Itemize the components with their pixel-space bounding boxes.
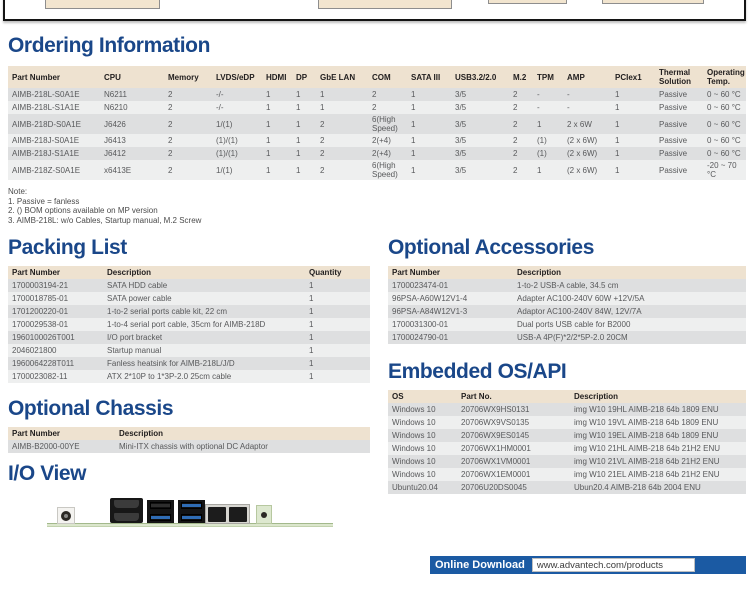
section-title-packing: Packing List: [8, 236, 127, 259]
table-cell: AIMB-218Z-S0A1E: [8, 160, 100, 180]
usb2-port: [150, 502, 171, 509]
table-row: [8, 160, 746, 180]
column-header: Part Number: [388, 266, 513, 279]
table-row: [8, 440, 370, 453]
table-row: [8, 357, 370, 370]
table-row: [388, 468, 746, 481]
table-cell: 1: [305, 357, 370, 370]
column-header: SATA III: [407, 66, 451, 88]
table-cell: 1: [533, 160, 563, 180]
table-cell: 0 ~ 60 °C: [703, 101, 746, 114]
table-cell: 96PSA-A84W12V1-3: [388, 305, 513, 318]
table-cell: 3/5: [451, 160, 509, 180]
table-cell: 1: [305, 305, 370, 318]
column-header: AMP: [563, 66, 611, 88]
column-header: Description: [103, 266, 305, 279]
table-cell: USB-A 4P(F)*2/2*5P-2.0 20CM: [513, 331, 746, 344]
table-cell: J6413: [100, 134, 164, 147]
ordering-notes: [8, 187, 201, 225]
table-cell: 1/(1): [212, 114, 262, 134]
table-cell: 1: [262, 114, 292, 134]
table-cell: 1: [316, 88, 368, 101]
table-cell: Startup manual: [103, 344, 305, 357]
table-cell: 3/5: [451, 88, 509, 101]
table-cell: Windows 10: [388, 442, 457, 455]
rj45-port: [208, 507, 226, 522]
table-cell: 2: [509, 101, 533, 114]
usb3-port: [181, 502, 202, 509]
table-cell: 3/5: [451, 114, 509, 134]
table-cell: 2: [164, 114, 212, 134]
table-cell: img W10 19VL AIMB-218 64b 1809 ENU: [570, 416, 746, 429]
table-row: [388, 455, 746, 468]
table-row: [8, 134, 746, 147]
display-port: [114, 513, 139, 521]
table-cell: 2: [316, 134, 368, 147]
table-row: [8, 114, 746, 134]
table-cell: ATX 2*10P to 1*3P-2.0 25cm cable: [103, 370, 305, 383]
column-header: Part Number: [8, 66, 100, 88]
table-cell: 20706U20DS0045: [457, 481, 570, 494]
table-row: [8, 370, 370, 383]
ethernet-port-pair: [205, 504, 250, 524]
download-url: www.advantech.com/products: [536, 559, 664, 571]
table-cell: 20706WX9ES0145: [457, 429, 570, 442]
usb3-port: [150, 514, 171, 521]
table-cell: (1): [533, 134, 563, 147]
table-cell: Windows 10: [388, 455, 457, 468]
table-cell: 3/5: [451, 147, 509, 160]
table-cell: 20706WX1EM0001: [457, 468, 570, 481]
table-cell: 1: [292, 88, 316, 101]
column-header: PCIex1: [611, 66, 655, 88]
table-cell: Fanless heatsink for AIMB-218L/J/D: [103, 357, 305, 370]
table-cell: 2: [164, 134, 212, 147]
column-header: USB3.2/2.0: [451, 66, 509, 88]
table-cell: 2: [509, 134, 533, 147]
optional-chassis-table: [8, 427, 370, 453]
table-cell: 1: [305, 279, 370, 292]
table-cell: Passive: [655, 101, 703, 114]
table-cell: Passive: [655, 147, 703, 160]
table-row: [8, 331, 370, 344]
table-cell: 1: [292, 147, 316, 160]
audio-jack-hole: [261, 512, 267, 518]
table-cell: 2046021800: [8, 344, 103, 357]
table-cell: Windows 10: [388, 429, 457, 442]
table-cell: 1700003194-21: [8, 279, 103, 292]
table-cell: -/-: [212, 88, 262, 101]
dc-jack-hole: [61, 511, 71, 521]
table-cell: 2: [368, 101, 407, 114]
table-cell: 2: [316, 114, 368, 134]
table-cell: -/-: [212, 101, 262, 114]
table-cell: Windows 10: [388, 468, 457, 481]
table-row: [8, 292, 370, 305]
table-cell: img W10 19HL AIMB-218 64b 1809 ENU: [570, 403, 746, 416]
column-header: OS: [388, 390, 457, 403]
table-cell: I/O port bracket: [103, 331, 305, 344]
table-cell: 1: [611, 160, 655, 180]
table-cell: 2: [509, 88, 533, 101]
table-cell: -20 ~ 70 °C: [703, 160, 746, 180]
column-header: COM: [368, 66, 407, 88]
table-header-row: [388, 266, 746, 279]
table-cell: AIMB-218J-S0A1E: [8, 134, 100, 147]
table-row: [8, 88, 746, 101]
table-cell: 1: [262, 134, 292, 147]
table-cell: N6211: [100, 88, 164, 101]
table-row: [388, 292, 746, 305]
table-cell: img W10 21VL AIMB-218 64b 21H2 ENU: [570, 455, 746, 468]
table-cell: Passive: [655, 114, 703, 134]
table-cell: 6(High Speed): [368, 160, 407, 180]
table-cell: 2: [164, 147, 212, 160]
display-port: [114, 500, 139, 508]
table-cell: 1: [305, 370, 370, 383]
table-row: [388, 429, 746, 442]
table-cell: 0 ~ 60 °C: [703, 88, 746, 101]
table-header-row: [8, 266, 370, 279]
note-line: 2. () BOM options available on MP version: [8, 206, 158, 215]
table-cell: 1: [305, 318, 370, 331]
usb-port-stack: [147, 500, 174, 523]
table-cell: 1: [262, 88, 292, 101]
table-cell: -: [563, 88, 611, 101]
table-cell: 1: [316, 101, 368, 114]
table-header-row: [8, 427, 370, 440]
table-cell: 1/(1): [212, 160, 262, 180]
table-row: [388, 403, 746, 416]
table-row: [388, 305, 746, 318]
table-cell: Passive: [655, 160, 703, 180]
table-cell: 1-to-4 serial port cable, 35cm for AIMB-218D: [103, 318, 305, 331]
table-cell: 1: [407, 88, 451, 101]
pcb-edge: [47, 523, 333, 527]
table-cell: J6426: [100, 114, 164, 134]
table-cell: Ubun20.4 AIMB-218 64b 2004 ENU: [570, 481, 746, 494]
table-cell: 1: [305, 344, 370, 357]
table-row: [388, 442, 746, 455]
table-cell: 1: [262, 147, 292, 160]
section-title-chassis: Optional Chassis: [8, 397, 174, 420]
embedded-os-table: [388, 390, 746, 494]
table-cell: 2(+4): [368, 147, 407, 160]
note-line: 1. Passive = fanless: [8, 196, 80, 206]
online-download-label: Online Download: [435, 559, 525, 571]
table-cell: AIMB-218L-S1A1E: [8, 101, 100, 114]
table-cell: 0 ~ 60 °C: [703, 147, 746, 160]
table-cell: AIMB-218L-S0A1E: [8, 88, 100, 101]
section-title-embedded-os: Embedded OS/API: [388, 360, 567, 383]
table-cell: 1700029538-01: [8, 318, 103, 331]
table-cell: img W10 21HL AIMB-218 64b 21H2 ENU: [570, 442, 746, 455]
table-cell: 1: [305, 292, 370, 305]
table-cell: Passive: [655, 88, 703, 101]
ordering-table: [8, 66, 746, 180]
table-cell: Mini-ITX chassis with optional DC Adaptor: [115, 440, 370, 453]
table-cell: 1: [407, 134, 451, 147]
column-header: Description: [513, 266, 746, 279]
table-cell: 3/5: [451, 101, 509, 114]
table-cell: 1700023082-11: [8, 370, 103, 383]
table-cell: 1: [611, 101, 655, 114]
table-cell: (1): [533, 147, 563, 160]
column-header: Thermal Solution: [655, 66, 703, 88]
table-cell: 1: [292, 114, 316, 134]
table-cell: img W10 19EL AIMB-218 64b 1809 ENU: [570, 429, 746, 442]
table-cell: -: [533, 88, 563, 101]
table-cell: 1-to-2 serial ports cable kit, 22 cm: [103, 305, 305, 318]
table-cell: 2 x 6W: [563, 114, 611, 134]
diagram-block: [45, 0, 160, 9]
table-cell: 1700018785-01: [8, 292, 103, 305]
table-cell: 1: [533, 114, 563, 134]
table-cell: J6412: [100, 147, 164, 160]
table-cell: 1: [407, 114, 451, 134]
table-cell: 2: [509, 147, 533, 160]
table-cell: (2 x 6W): [563, 147, 611, 160]
packing-list-table: [8, 266, 370, 383]
table-cell: 20706WX1VM0001: [457, 455, 570, 468]
diagram-block: [488, 0, 567, 4]
table-cell: 2: [316, 160, 368, 180]
table-row: [8, 344, 370, 357]
table-cell: AIMB-218J-S1A1E: [8, 147, 100, 160]
dc-power-jack: [57, 507, 75, 524]
table-cell: Passive: [655, 134, 703, 147]
table-row: [8, 101, 746, 114]
table-cell: 1: [611, 114, 655, 134]
table-cell: 1: [262, 101, 292, 114]
table-cell: N6210: [100, 101, 164, 114]
column-header: Description: [115, 427, 370, 440]
table-cell: img W10 21EL AIMB-218 64b 21H2 ENU: [570, 468, 746, 481]
column-header: GbE LAN: [316, 66, 368, 88]
table-cell: 2: [164, 88, 212, 101]
column-header: Description: [570, 390, 746, 403]
table-row: [388, 481, 746, 494]
column-header: HDMI: [262, 66, 292, 88]
usb3-port: [181, 514, 202, 521]
table-cell: Ubuntu20.04: [388, 481, 457, 494]
table-cell: 2: [164, 101, 212, 114]
io-view-image: [45, 496, 335, 532]
column-header: LVDS/eDP: [212, 66, 262, 88]
column-header: Part Number: [8, 427, 115, 440]
table-cell: 2(+4): [368, 134, 407, 147]
table-cell: (2 x 6W): [563, 134, 611, 147]
table-cell: 2: [509, 114, 533, 134]
footer-download-bar: [430, 556, 746, 574]
table-cell: 0 ~ 60 °C: [703, 114, 746, 134]
table-row: [8, 279, 370, 292]
table-cell: AIMB-218D-S0A1E: [8, 114, 100, 134]
table-cell: 1: [262, 160, 292, 180]
table-cell: 1: [611, 147, 655, 160]
table-cell: SATA power cable: [103, 292, 305, 305]
table-cell: 1: [292, 101, 316, 114]
table-cell: Windows 10: [388, 403, 457, 416]
table-cell: 2: [316, 147, 368, 160]
table-cell: 1960064228T011: [8, 357, 103, 370]
usb-tongue: [182, 504, 201, 507]
table-cell: SATA HDD cable: [103, 279, 305, 292]
column-header: Operating Temp.: [703, 66, 746, 88]
table-cell: Adapter AC100-240V 60W +12V/5A: [513, 292, 746, 305]
optional-accessories-table: [388, 266, 746, 344]
table-cell: 2: [368, 88, 407, 101]
audio-jack: [256, 505, 272, 524]
table-cell: 1701200220-01: [8, 305, 103, 318]
table-cell: 20706WX1HM0001: [457, 442, 570, 455]
table-cell: 1700023474-01: [388, 279, 513, 292]
table-cell: (1)/(1): [212, 134, 262, 147]
download-url-box: [532, 558, 695, 572]
table-cell: 6(High Speed): [368, 114, 407, 134]
rj45-port: [229, 507, 247, 522]
column-header: TPM: [533, 66, 563, 88]
column-header: Memory: [164, 66, 212, 88]
table-cell: 2: [164, 160, 212, 180]
table-row: [388, 416, 746, 429]
column-header: CPU: [100, 66, 164, 88]
table-row: [8, 305, 370, 318]
diagram-block: [602, 0, 704, 4]
table-cell: 1: [292, 134, 316, 147]
note-line: Note:: [8, 187, 28, 196]
table-cell: Adaptor AC100-240V 84W, 12V/7A: [513, 305, 746, 318]
table-row: [388, 331, 746, 344]
table-row: [388, 279, 746, 292]
table-cell: x6413E: [100, 160, 164, 180]
usb-tongue: [151, 504, 170, 507]
table-cell: 3/5: [451, 134, 509, 147]
table-cell: 1: [407, 160, 451, 180]
table-row: [8, 318, 370, 331]
section-title-ordering: Ordering Information: [8, 34, 211, 57]
usb-port-stack: [178, 500, 205, 523]
table-header-row: [8, 66, 746, 88]
table-cell: 1: [407, 147, 451, 160]
table-cell: 1960100026T001: [8, 331, 103, 344]
column-header: Quantity: [305, 266, 370, 279]
table-cell: 2: [509, 160, 533, 180]
table-cell: 1700024790-01: [388, 331, 513, 344]
table-cell: AIMB-B2000-00YE: [8, 440, 115, 453]
section-title-io-view: I/O View: [8, 462, 87, 485]
table-cell: -: [563, 101, 611, 114]
table-row: [388, 318, 746, 331]
table-cell: Windows 10: [388, 416, 457, 429]
section-title-accessories: Optional Accessories: [388, 236, 594, 259]
usb-tongue: [151, 516, 170, 519]
usb-tongue: [182, 516, 201, 519]
table-cell: (2 x 6W): [563, 160, 611, 180]
table-cell: 1: [407, 101, 451, 114]
note-line: 3. AIMB-218L: w/o Cables, Startup manual, M.2 Screw: [8, 215, 202, 225]
table-cell: 1: [611, 134, 655, 147]
table-cell: 1700031300-01: [388, 318, 513, 331]
display-port-stack: [110, 498, 143, 523]
table-cell: 20706WX9HS0131: [457, 403, 570, 416]
table-cell: Dual ports USB cable for B2000: [513, 318, 746, 331]
table-cell: 0 ~ 60 °C: [703, 134, 746, 147]
table-cell: 1: [611, 88, 655, 101]
table-header-row: [388, 390, 746, 403]
diagram-block: [318, 0, 452, 9]
cropped-block-diagram: [3, 0, 746, 21]
table-row: [8, 147, 746, 160]
column-header: DP: [292, 66, 316, 88]
column-header: M.2: [509, 66, 533, 88]
table-cell: -: [533, 101, 563, 114]
column-header: Part Number: [8, 266, 103, 279]
column-header: Part No.: [457, 390, 570, 403]
table-cell: 1: [305, 331, 370, 344]
table-cell: (1)/(1): [212, 147, 262, 160]
table-cell: 1-to-2 USB-A cable, 34.5 cm: [513, 279, 746, 292]
table-cell: 1: [292, 160, 316, 180]
table-cell: 96PSA-A60W12V1-4: [388, 292, 513, 305]
table-cell: 20706WX9VS0135: [457, 416, 570, 429]
